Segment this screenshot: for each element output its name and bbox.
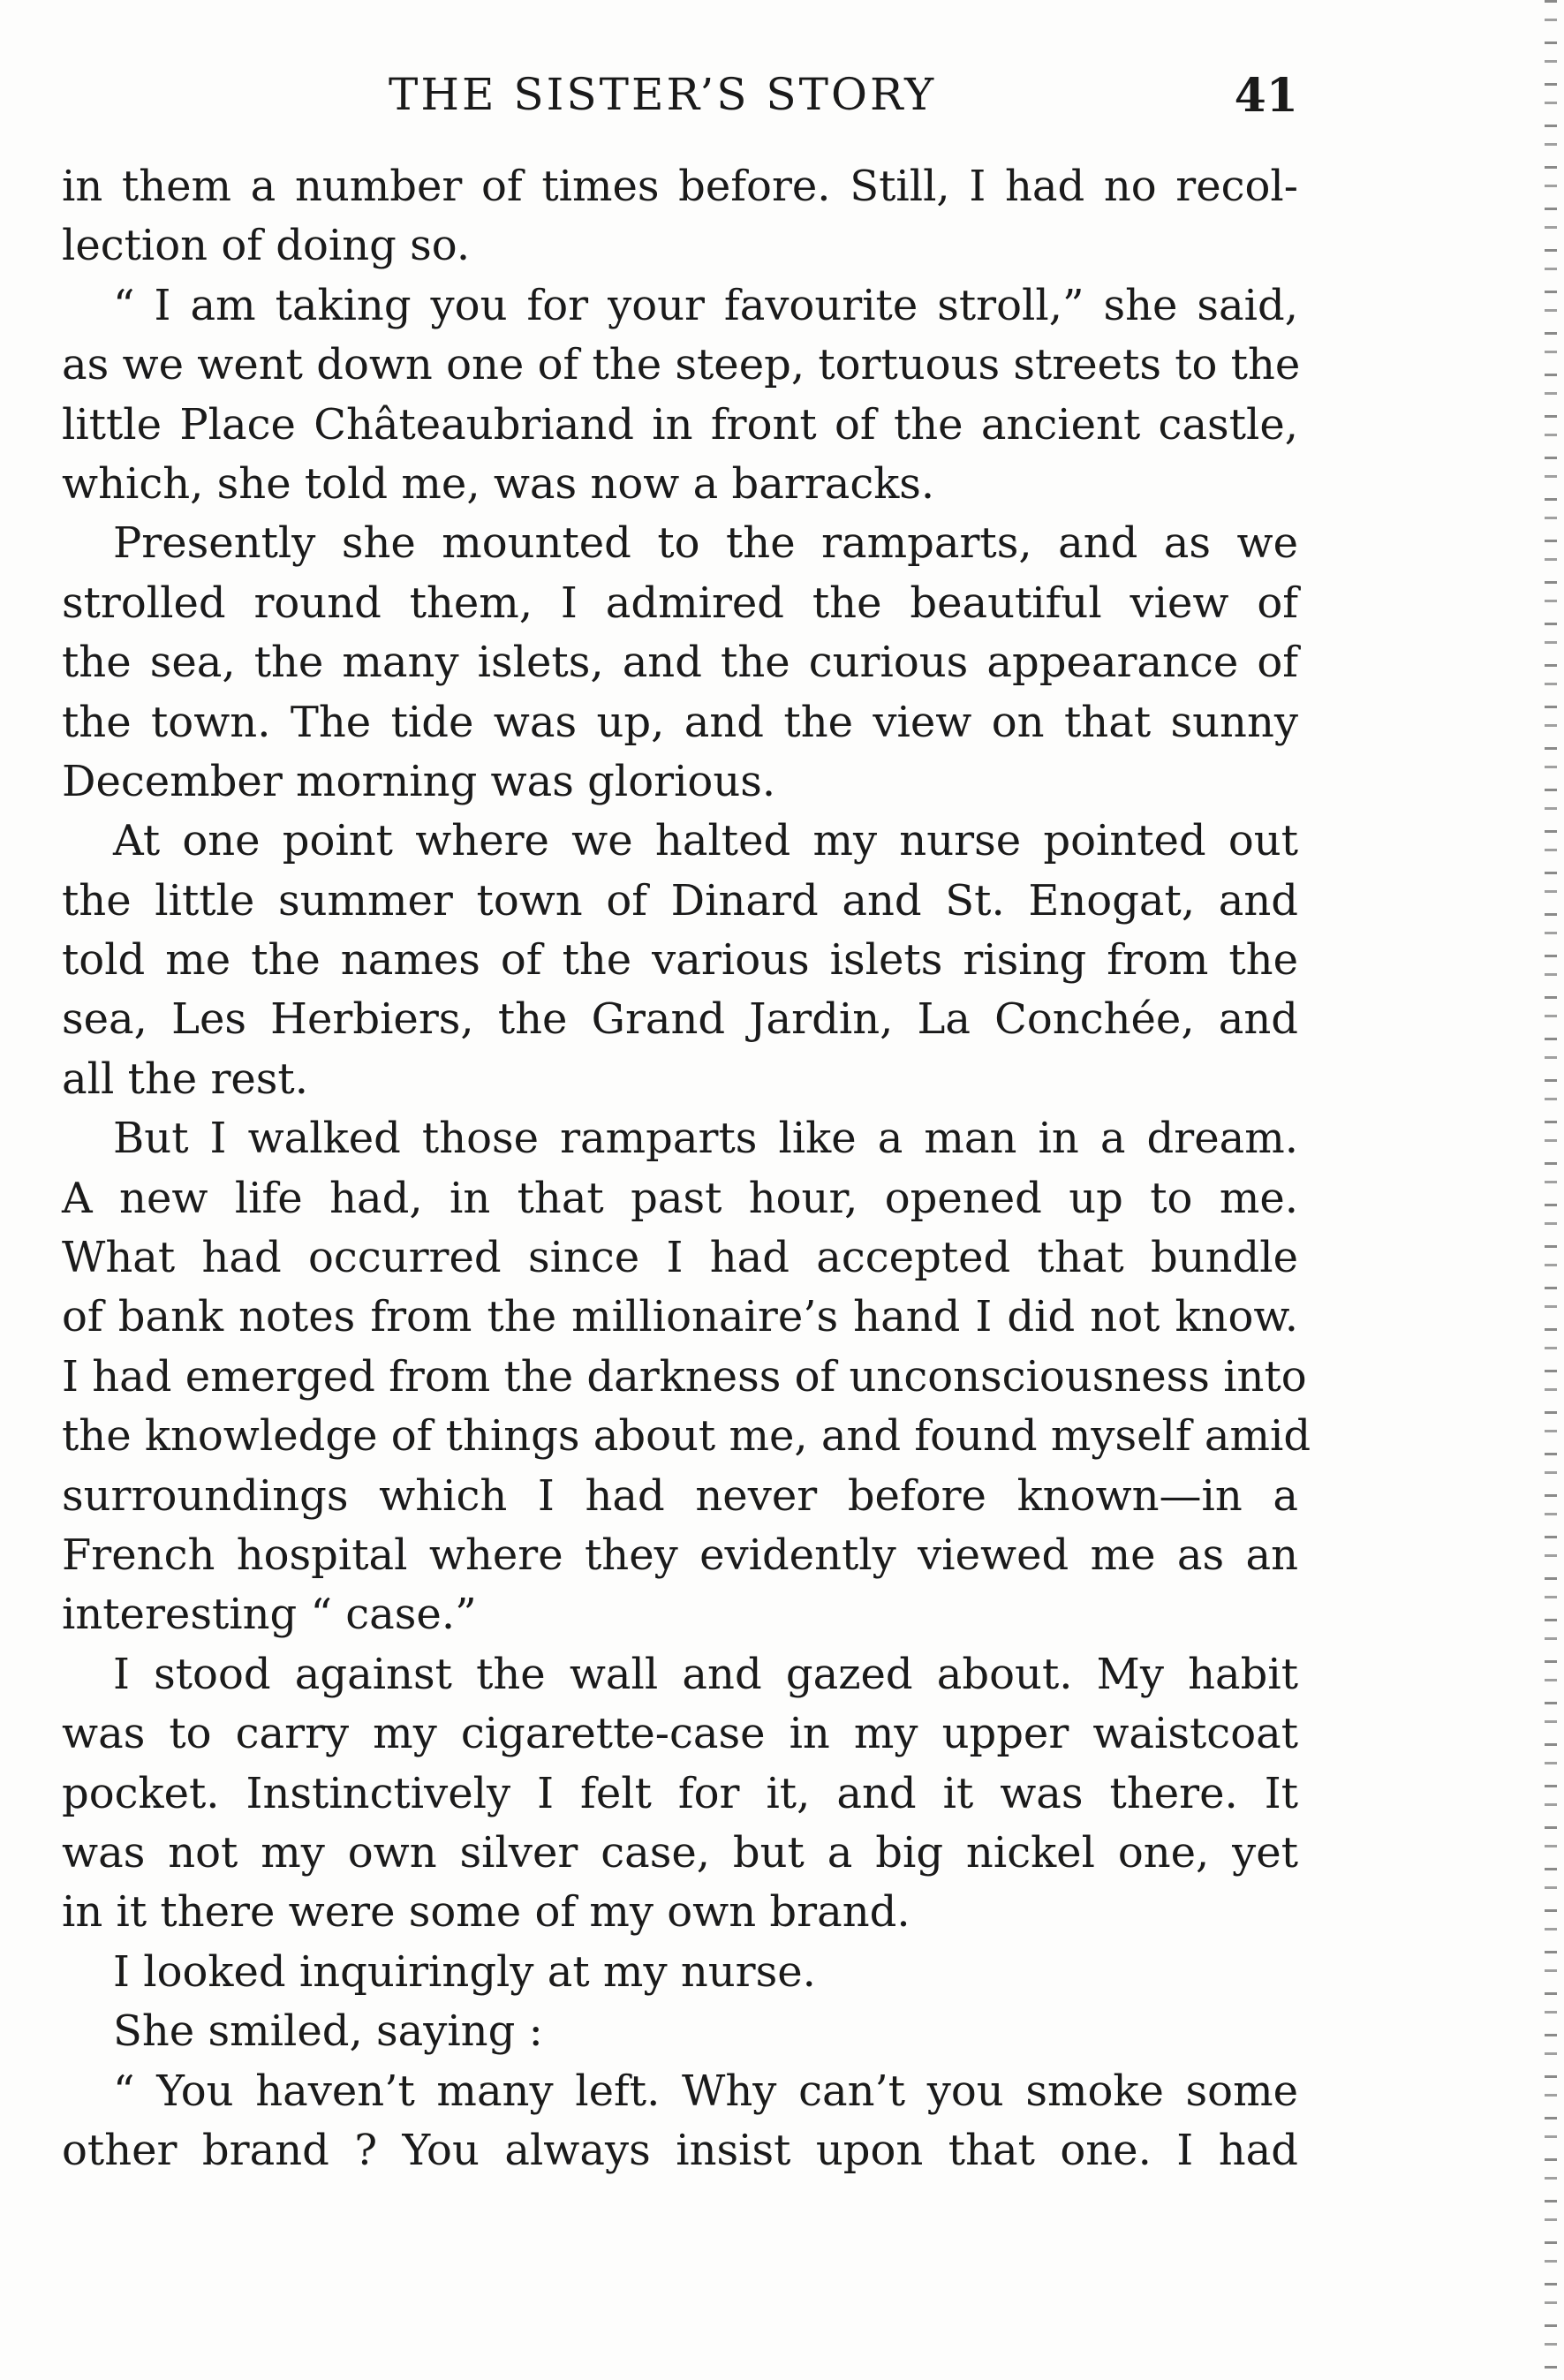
scan-edge-artifact	[1545, 0, 1557, 2380]
text-line: At one point where we halted my nurse pointed out	[113, 816, 1298, 866]
body-text	[62, 157, 1311, 2180]
text-line: pocket. Instinctively I felt for it, and it was there. It	[62, 1768, 1298, 1818]
paragraph	[62, 276, 1301, 515]
paragraph	[62, 1943, 1298, 2002]
text-line: I had emerged from the darkness of unconsciousness into	[62, 1351, 1307, 1402]
text-line: all the rest.	[62, 1054, 308, 1104]
text-line: was not my own silver case, but a big nickel one, yet	[62, 1827, 1298, 1878]
text-line: of bank notes from the millionaire’s hand I did not know.	[62, 1292, 1298, 1342]
text-line: the little summer town of Dinard and St. Enogat, and	[62, 875, 1298, 926]
text-line: What had occurred since I had accepted that bundle	[62, 1233, 1298, 1283]
text-line: the town. The tide was up, and the view on that sunny	[62, 697, 1298, 747]
text-line: as we went down one of the steep, tortuous streets to the	[62, 340, 1301, 390]
paragraph	[62, 514, 1298, 812]
paragraph	[62, 812, 1298, 1109]
text-line: which, she told me, was now a barracks.	[62, 458, 935, 509]
text-line: the knowledge of things about me, and found myself amid	[62, 1411, 1311, 1462]
text-line: other brand ? You always insist upon that one. I had	[62, 2125, 1298, 2175]
text-line: surroundings which I had never before known—in a	[62, 1470, 1298, 1521]
text-line: in them a number of times before. Still, I had no recol-	[62, 162, 1298, 211]
text-line: She smiled, saying :	[113, 2006, 543, 2057]
text-line: lection of doing so.	[62, 221, 471, 271]
text-line: “ I am taking you for your favourite stroll,” she said,	[113, 280, 1298, 330]
text-line: December morning was glorious.	[62, 756, 776, 806]
text-line: little Place Châteaubriand in front of the ancient castle,	[62, 399, 1298, 450]
paragraph	[62, 2062, 1298, 2181]
paragraph	[62, 1645, 1298, 1943]
text-line: interesting “ case.”	[62, 1590, 477, 1640]
paragraph	[62, 2002, 1298, 2061]
paragraph	[62, 157, 1298, 276]
text-line: told me the names of the various islets rising from the	[62, 935, 1298, 986]
running-title: THE SISTER’S STORY	[389, 69, 937, 120]
text-line: strolled round them, I admired the beautiful view of	[62, 578, 1298, 628]
text-line: I looked inquiringly at my nurse.	[113, 1946, 816, 1997]
text-line: But I walked those ramparts like a man in a dream.	[113, 1114, 1298, 1164]
text-line: was to carry my cigarette-case in my upper waistcoat	[62, 1709, 1298, 1759]
text-line: the sea, the many islets, and the curious appearance of	[62, 638, 1298, 688]
text-line: French hospital where they evidently viewed me as an	[62, 1530, 1298, 1580]
running-head	[62, 69, 1298, 131]
text-line: Presently she mounted to the ramparts, and as we	[113, 518, 1298, 569]
page-number: 41	[1234, 69, 1298, 123]
text-line: in it there were some of my own brand.	[62, 1887, 910, 1938]
text-line: I stood against the wall and gazed about. My habit	[113, 1649, 1298, 1699]
text-line: “ You haven’t many left. Why can’t you smoke some	[113, 2066, 1298, 2116]
text-line: A new life had, in that past hour, opened up to me.	[62, 1173, 1298, 1223]
text-line: sea, Les Herbiers, the Grand Jardin, La Conchée, and	[62, 994, 1298, 1045]
paragraph	[62, 1109, 1311, 1645]
